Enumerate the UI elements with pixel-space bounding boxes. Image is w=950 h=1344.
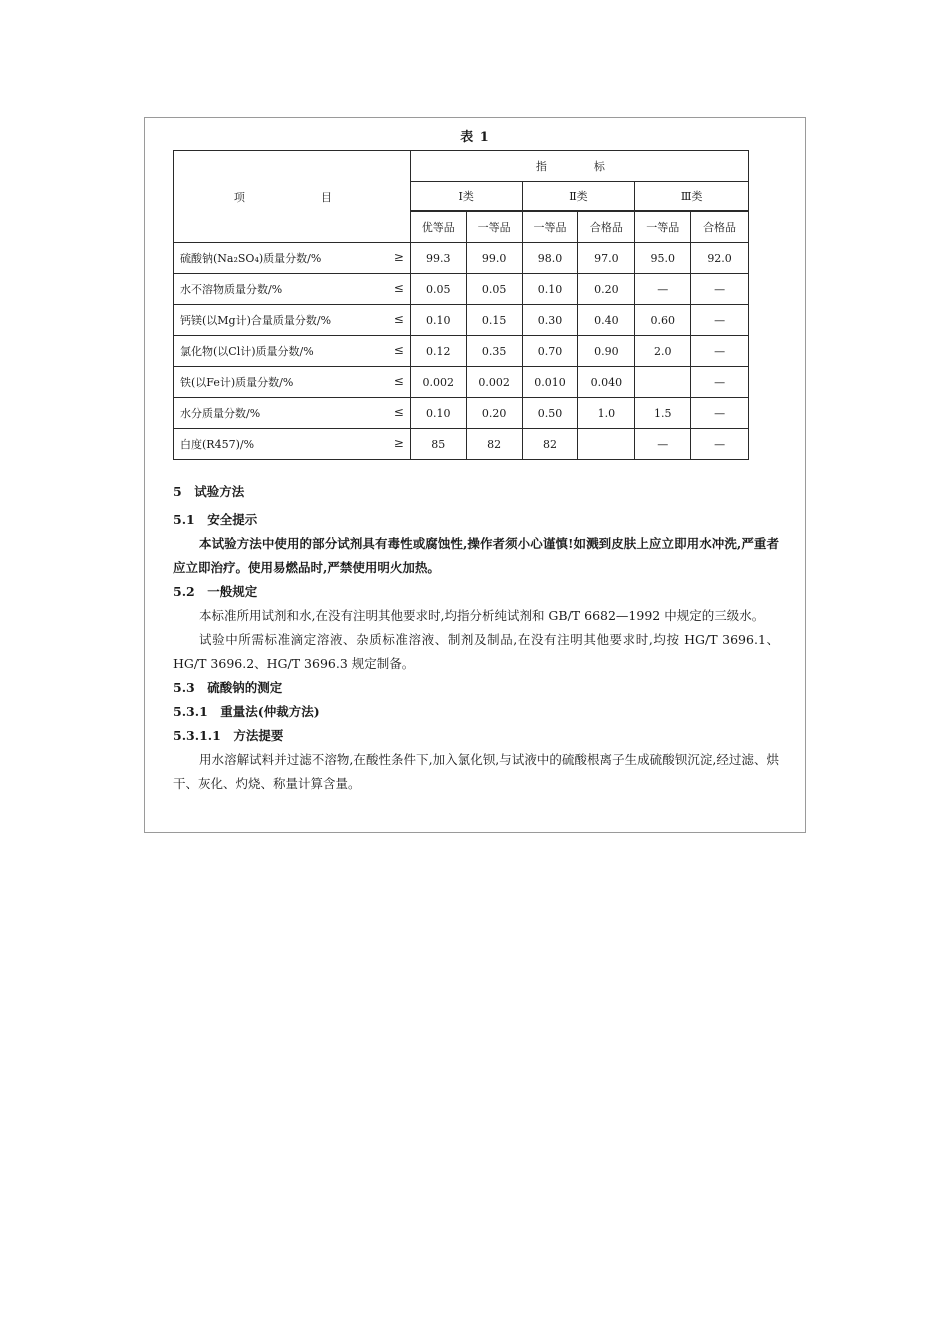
table-cell: 0.15: [466, 305, 522, 336]
table-cell: [578, 429, 635, 460]
paragraph: 本试验方法中使用的部分试剂具有毒性或腐蚀性,操作者须小心谨慎!如溅到皮肤上应立即用水冲洗,严重者应立即治疗。使用易燃品时,严禁使用明火加热。: [173, 536, 779, 575]
row-item: 硫酸钠(Na₂SO₄)质量分数/% ≥: [174, 243, 411, 274]
table-cell: 0.10: [410, 305, 466, 336]
table-cell: —: [691, 274, 749, 305]
table-cell: —: [691, 398, 749, 429]
row-item: 钙镁(以Mg计)合量质量分数/% ≤: [174, 305, 411, 336]
table-cell: 0.040: [578, 367, 635, 398]
table-cell: 2.0: [635, 336, 691, 367]
specification-table: [173, 150, 749, 460]
row-item: 氯化物(以Cl计)质量分数/% ≤: [174, 336, 411, 367]
document-body: [173, 480, 779, 796]
table-cell: 98.0: [522, 243, 578, 274]
grade-header: 合格品: [578, 211, 635, 243]
paragraph: 本标准所用试剂和水,在没有注明其他要求时,均指分析纯试剂和 GB/T 6682—1992 中规定的三级水。: [199, 608, 765, 623]
table-cell: 0.40: [578, 305, 635, 336]
table-cell: 0.05: [466, 274, 522, 305]
table-cell: 0.60: [635, 305, 691, 336]
table-cell: —: [691, 336, 749, 367]
table-cell: 0.20: [466, 398, 522, 429]
table-cell: 0.10: [410, 398, 466, 429]
grade-header: 一等品: [635, 211, 691, 243]
table-cell: 1.5: [635, 398, 691, 429]
header-index: 指 标: [410, 151, 748, 182]
section-heading: 5.2 一般规定: [173, 584, 258, 599]
section-heading: 5.3.1.1 方法提要: [173, 728, 284, 743]
row-item: 水分质量分数/% ≤: [174, 398, 411, 429]
row-item: 铁(以Fe计)质量分数/% ≤: [174, 367, 411, 398]
section-heading: 5.1 安全提示: [173, 512, 258, 527]
table-cell: 97.0: [578, 243, 635, 274]
table-cell: 0.12: [410, 336, 466, 367]
table-row: [174, 367, 749, 398]
table-caption: 表 1: [460, 130, 490, 145]
table-row: [174, 398, 749, 429]
grade-header: 合格品: [691, 211, 749, 243]
table-cell: 82: [466, 429, 522, 460]
table-cell: —: [691, 305, 749, 336]
table-header-row: [174, 151, 749, 182]
table-cell: 99.3: [410, 243, 466, 274]
grade-header: 一等品: [522, 211, 578, 243]
section-heading: 5.3.1 重量法(仲裁方法): [173, 704, 320, 719]
class-header: Ⅱ类: [522, 182, 635, 212]
row-item: 白度(R457)/% ≥: [174, 429, 411, 460]
table-cell: 0.70: [522, 336, 578, 367]
paragraph: 试验中所需标准滴定溶液、杂质标准溶液、制剂及制品,在没有注明其他要求时,均按 HG/T 3696.1、HG/T 3696.2、HG/T 3696.3 规定制备。: [173, 632, 779, 671]
table-cell: 0.30: [522, 305, 578, 336]
table-cell: 0.05: [410, 274, 466, 305]
table-cell: 0.10: [522, 274, 578, 305]
grade-header: 优等品: [410, 211, 466, 243]
table-row: [174, 336, 749, 367]
document-scan: [144, 117, 806, 833]
table-cell: —: [691, 429, 749, 460]
table-cell: 0.50: [522, 398, 578, 429]
table-cell: 0.20: [578, 274, 635, 305]
table-cell: [635, 367, 691, 398]
paragraph: 用水溶解试料并过滤不溶物,在酸性条件下,加入氯化钡,与试液中的硫酸根离子生成硫酸钡沉淀,经过滤、烘干、灰化、灼烧、称量计算含量。: [173, 752, 779, 791]
table-cell: 0.90: [578, 336, 635, 367]
row-item: 水不溶物质量分数/% ≤: [174, 274, 411, 305]
table-cell: 99.0: [466, 243, 522, 274]
table-cell: 85: [410, 429, 466, 460]
table-cell: —: [635, 429, 691, 460]
table-cell: —: [635, 274, 691, 305]
class-header: Ⅰ类: [410, 182, 522, 212]
table-cell: 1.0: [578, 398, 635, 429]
table-cell: 0.002: [466, 367, 522, 398]
table-row: [174, 429, 749, 460]
table-cell: 82: [522, 429, 578, 460]
class-header: Ⅲ类: [635, 182, 749, 212]
table-cell: 0.010: [522, 367, 578, 398]
table-cell: 0.35: [466, 336, 522, 367]
section-heading: 5 试验方法: [173, 484, 245, 499]
table-row: [174, 243, 749, 274]
grade-header: 一等品: [466, 211, 522, 243]
table-row: [174, 274, 749, 305]
section-heading: 5.3 硫酸钠的测定: [173, 680, 283, 695]
table-cell: 92.0: [691, 243, 749, 274]
table-cell: 95.0: [635, 243, 691, 274]
header-item: 项 目: [174, 151, 411, 243]
table-cell: 0.002: [410, 367, 466, 398]
table-row: [174, 305, 749, 336]
table-cell: —: [691, 367, 749, 398]
